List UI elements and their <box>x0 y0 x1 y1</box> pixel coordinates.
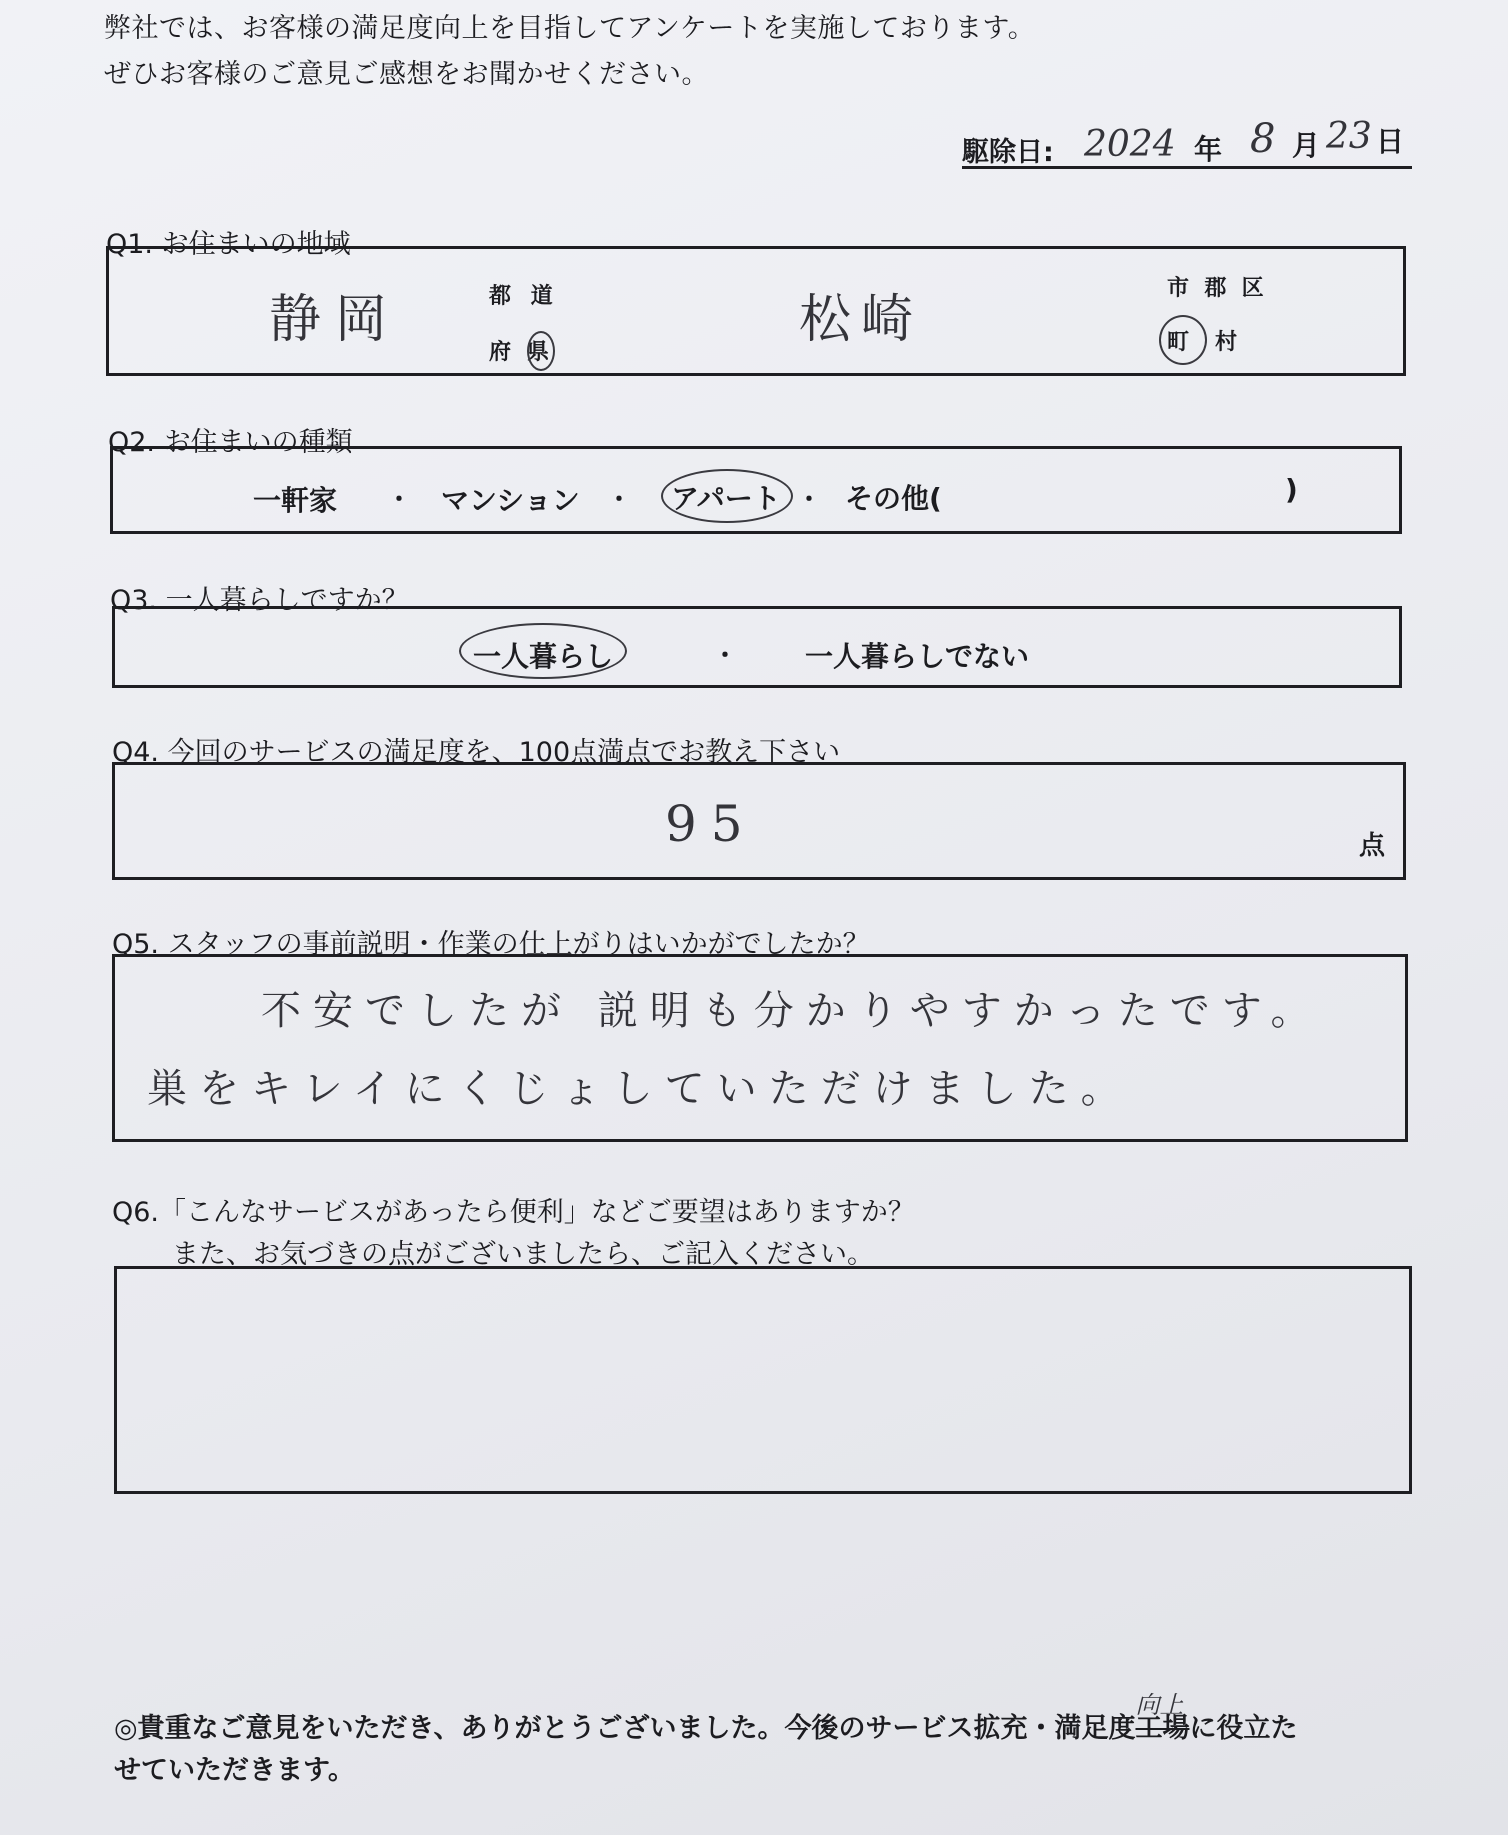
footer-line-2: せていただきます。 <box>114 1755 355 1786</box>
q2-option-house: 一軒家 <box>253 484 338 517</box>
q2-label: Q2. お住まいの種類 <box>108 427 353 458</box>
date-day-unit: 日 <box>1376 125 1405 158</box>
q3-option-not-alone: 一人暮らしでない <box>805 640 1030 673</box>
q3-selected-circle <box>459 623 627 679</box>
q1-label: Q1. お住まいの地域 <box>106 229 351 260</box>
date-day: 23 <box>1326 116 1372 157</box>
q1-city-suffix-top: 市 郡 区 <box>1167 276 1264 301</box>
q1-pref-suffix-fu: 府 <box>489 340 512 365</box>
q1-city-selection-mark <box>1159 315 1207 365</box>
q4-label: Q4. 今回のサービスの満足度を、100点満点でお教え下さい <box>112 737 841 768</box>
date-year-unit: 年 <box>1194 133 1223 166</box>
q6-answer-box <box>114 1266 1412 1494</box>
q1-prefecture-written: 静岡 <box>269 290 402 350</box>
q1-pref-suffix-top: 都 道 <box>489 284 559 309</box>
date-year: 2024 <box>1084 124 1176 165</box>
q5-answer-box <box>112 954 1408 1142</box>
q1-pref-selection-mark <box>527 331 555 371</box>
q3-option-alone: 一人暮らし <box>473 640 614 673</box>
q1-pref-suffix-ken: 県 <box>527 340 550 365</box>
q3-answer-box <box>112 606 1402 688</box>
q2-answer-box <box>110 446 1402 534</box>
q2-option-mansion: マンション <box>441 484 580 517</box>
q5-label: Q5. スタッフの事前説明・作業の仕上がりはいかがでしたか？ <box>112 929 870 960</box>
q5-answer-line-1: 不安でしたが 説明も分かりやすかったです。 <box>261 988 1323 1034</box>
footer-struck-word: 工場 向上 <box>1135 1713 1189 1744</box>
q1-answer-box <box>106 246 1406 376</box>
footer-text-a: ◎貴重なご意見をいただき、ありがとうございました。今後のサービス拡充・満足度 <box>114 1713 1136 1744</box>
q3-separator: ・ <box>713 641 737 669</box>
date-month-unit: 月 <box>1292 129 1321 162</box>
q2-separator-2: ・ <box>607 485 631 513</box>
q1-city-suffix-mura: 村 <box>1215 330 1238 355</box>
q1-city-written: 松崎 <box>799 290 924 350</box>
q4-answer-box <box>112 762 1406 880</box>
q2-option-other: その他( <box>845 482 942 515</box>
intro-line-1: 弊社では、お客様の満足度向上を目指してアンケートを実施しております。 <box>104 13 1036 44</box>
intro-line-2: ぜひお客様のご意見ご感想をお聞かせください。 <box>104 59 709 90</box>
q4-score-written: 95 <box>665 795 757 853</box>
q2-separator-3: ・ <box>797 485 821 513</box>
date-label: 駆除日: <box>962 137 1054 168</box>
q6-label-line-1: Q6.「こんなサービスがあったら便利」などご要望はありますか？ <box>112 1197 915 1228</box>
q2-separator-1: ・ <box>387 485 411 513</box>
q2-selected-circle <box>661 469 793 523</box>
q2-other-close-paren: ) <box>1285 473 1298 506</box>
date-field <box>962 116 1412 169</box>
footer-text-b: に役立た <box>1189 1713 1298 1744</box>
q3-label: Q3. 一人暮らしですか？ <box>110 585 409 616</box>
q4-score-unit: 点 <box>1359 831 1386 861</box>
q5-answer-line-2: 巣をキレイにくじょしていただけました。 <box>147 1066 1133 1112</box>
date-month: 8 <box>1250 116 1276 162</box>
q1-city-suffix-machi: 町 <box>1167 330 1190 355</box>
footer-handwritten-correction: 向上 <box>1135 1691 1184 1719</box>
q6-label-line-2: また、お気づきの点がございましたら、ご記入ください。 <box>172 1239 874 1270</box>
q2-option-apartment: アパート <box>671 482 781 515</box>
footer-line-1 <box>114 1691 1298 1745</box>
